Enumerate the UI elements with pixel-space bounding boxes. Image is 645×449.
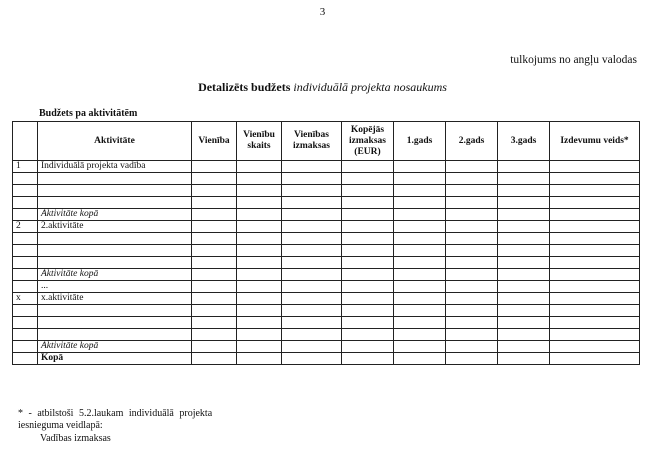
empty-cell bbox=[446, 281, 498, 293]
empty-cell bbox=[446, 341, 498, 353]
activity-label bbox=[38, 233, 192, 245]
column-header-3: Vienību skaits bbox=[237, 122, 282, 161]
empty-cell bbox=[192, 269, 237, 281]
column-header-2: Vienība bbox=[192, 122, 237, 161]
empty-cell bbox=[342, 317, 394, 329]
empty-cell bbox=[237, 329, 282, 341]
empty-cell bbox=[446, 173, 498, 185]
footnote-line-1: * - atbilstoši 5.2.laukam individuālā projekta bbox=[18, 408, 213, 419]
column-header-5: Kopējās izmaksas (EUR) bbox=[342, 122, 394, 161]
empty-cell bbox=[394, 341, 446, 353]
empty-cell bbox=[550, 173, 640, 185]
empty-cell bbox=[446, 353, 498, 365]
empty-cell bbox=[498, 293, 550, 305]
empty-cell bbox=[282, 269, 342, 281]
table-row bbox=[13, 281, 640, 293]
empty-cell bbox=[550, 341, 640, 353]
activity-label bbox=[38, 245, 192, 257]
empty-cell bbox=[192, 161, 237, 173]
empty-cell bbox=[237, 245, 282, 257]
empty-cell bbox=[237, 197, 282, 209]
empty-cell bbox=[282, 293, 342, 305]
empty-cell bbox=[192, 185, 237, 197]
empty-cell bbox=[342, 185, 394, 197]
empty-cell bbox=[237, 185, 282, 197]
empty-cell bbox=[498, 281, 550, 293]
empty-cell bbox=[498, 305, 550, 317]
empty-cell bbox=[394, 353, 446, 365]
activity-label: Aktivitāte kopā bbox=[38, 209, 192, 221]
column-header-7: 2.gads bbox=[446, 122, 498, 161]
activity-label bbox=[38, 305, 192, 317]
row-number bbox=[13, 257, 38, 269]
activity-label bbox=[38, 185, 192, 197]
footnote-line-3: Vadības izmaksas bbox=[40, 433, 111, 444]
empty-cell bbox=[394, 173, 446, 185]
empty-cell bbox=[394, 281, 446, 293]
empty-cell bbox=[446, 209, 498, 221]
empty-cell bbox=[550, 329, 640, 341]
empty-cell bbox=[282, 197, 342, 209]
empty-cell bbox=[237, 317, 282, 329]
empty-cell bbox=[282, 341, 342, 353]
empty-cell bbox=[237, 173, 282, 185]
empty-cell bbox=[237, 353, 282, 365]
empty-cell bbox=[446, 161, 498, 173]
empty-cell bbox=[192, 353, 237, 365]
table-row bbox=[13, 257, 640, 269]
table-row bbox=[13, 233, 640, 245]
activity-label bbox=[38, 317, 192, 329]
empty-cell bbox=[498, 197, 550, 209]
empty-cell bbox=[446, 293, 498, 305]
empty-cell bbox=[446, 233, 498, 245]
empty-cell bbox=[192, 281, 237, 293]
table-row bbox=[13, 221, 640, 233]
empty-cell bbox=[446, 221, 498, 233]
empty-cell bbox=[394, 161, 446, 173]
empty-cell bbox=[192, 293, 237, 305]
empty-cell bbox=[550, 281, 640, 293]
empty-cell bbox=[550, 293, 640, 305]
empty-cell bbox=[192, 329, 237, 341]
row-number bbox=[13, 185, 38, 197]
empty-cell bbox=[282, 221, 342, 233]
table-row bbox=[13, 305, 640, 317]
empty-cell bbox=[237, 269, 282, 281]
table-row bbox=[13, 341, 640, 353]
empty-cell bbox=[498, 269, 550, 281]
row-number bbox=[13, 245, 38, 257]
empty-cell bbox=[394, 329, 446, 341]
empty-cell bbox=[394, 233, 446, 245]
empty-cell bbox=[237, 341, 282, 353]
empty-cell bbox=[192, 221, 237, 233]
activity-label: x.aktivitāte bbox=[38, 293, 192, 305]
empty-cell bbox=[282, 305, 342, 317]
empty-cell bbox=[550, 257, 640, 269]
empty-cell bbox=[282, 245, 342, 257]
row-number bbox=[13, 329, 38, 341]
table-row bbox=[13, 329, 640, 341]
activity-label: Kopā bbox=[38, 353, 192, 365]
table-row bbox=[13, 197, 640, 209]
empty-cell bbox=[192, 245, 237, 257]
row-number bbox=[13, 341, 38, 353]
activity-label bbox=[38, 329, 192, 341]
empty-cell bbox=[342, 329, 394, 341]
row-number: 1 bbox=[13, 161, 38, 173]
empty-cell bbox=[192, 173, 237, 185]
empty-cell bbox=[282, 257, 342, 269]
empty-cell bbox=[498, 257, 550, 269]
activity-label bbox=[38, 197, 192, 209]
empty-cell bbox=[394, 245, 446, 257]
empty-cell bbox=[192, 209, 237, 221]
row-number bbox=[13, 317, 38, 329]
title-italic: individuālā projekta nosaukums bbox=[293, 80, 447, 94]
empty-cell bbox=[282, 185, 342, 197]
empty-cell bbox=[342, 233, 394, 245]
table-header-row bbox=[13, 122, 640, 161]
activity-label: Aktivitāte kopā bbox=[38, 269, 192, 281]
empty-cell bbox=[498, 233, 550, 245]
empty-cell bbox=[237, 305, 282, 317]
column-header-9: Izdevumu veids* bbox=[550, 122, 640, 161]
empty-cell bbox=[342, 209, 394, 221]
empty-cell bbox=[192, 305, 237, 317]
table-row bbox=[13, 245, 640, 257]
empty-cell bbox=[342, 353, 394, 365]
empty-cell bbox=[342, 161, 394, 173]
empty-cell bbox=[342, 305, 394, 317]
empty-cell bbox=[498, 185, 550, 197]
empty-cell bbox=[498, 341, 550, 353]
empty-cell bbox=[394, 293, 446, 305]
empty-cell bbox=[394, 221, 446, 233]
column-header-6: 1.gads bbox=[394, 122, 446, 161]
column-header-1: Aktivitāte bbox=[38, 122, 192, 161]
empty-cell bbox=[550, 221, 640, 233]
empty-cell bbox=[550, 185, 640, 197]
empty-cell bbox=[446, 305, 498, 317]
empty-cell bbox=[342, 281, 394, 293]
translation-note: tulkojums no angļu valodas bbox=[510, 54, 637, 66]
empty-cell bbox=[342, 341, 394, 353]
column-header-8: 3.gads bbox=[498, 122, 550, 161]
empty-cell bbox=[394, 317, 446, 329]
empty-cell bbox=[342, 245, 394, 257]
column-header-0 bbox=[13, 122, 38, 161]
row-number bbox=[13, 209, 38, 221]
empty-cell bbox=[550, 269, 640, 281]
empty-cell bbox=[237, 161, 282, 173]
empty-cell bbox=[498, 329, 550, 341]
activity-label bbox=[38, 173, 192, 185]
empty-cell bbox=[342, 173, 394, 185]
page-number: 3 bbox=[319, 6, 326, 18]
title-bold: Detalizēts budžets bbox=[198, 80, 291, 94]
empty-cell bbox=[394, 269, 446, 281]
empty-cell bbox=[550, 197, 640, 209]
empty-cell bbox=[342, 293, 394, 305]
table-row bbox=[13, 353, 640, 365]
section-subtitle: Budžets pa aktivitātēm bbox=[39, 108, 138, 119]
row-number bbox=[13, 353, 38, 365]
row-number bbox=[13, 281, 38, 293]
empty-cell bbox=[394, 305, 446, 317]
table-row bbox=[13, 269, 640, 281]
empty-cell bbox=[446, 317, 498, 329]
empty-cell bbox=[342, 221, 394, 233]
empty-cell bbox=[282, 209, 342, 221]
table-row bbox=[13, 173, 640, 185]
empty-cell bbox=[192, 197, 237, 209]
empty-cell bbox=[550, 245, 640, 257]
activity-label: 2.aktivitāte bbox=[38, 221, 192, 233]
row-number bbox=[13, 305, 38, 317]
empty-cell bbox=[192, 233, 237, 245]
empty-cell bbox=[282, 329, 342, 341]
table-row bbox=[13, 209, 640, 221]
table-row bbox=[13, 161, 640, 173]
empty-cell bbox=[237, 293, 282, 305]
empty-cell bbox=[342, 269, 394, 281]
empty-cell bbox=[446, 245, 498, 257]
empty-cell bbox=[237, 233, 282, 245]
empty-cell bbox=[282, 233, 342, 245]
empty-cell bbox=[498, 317, 550, 329]
empty-cell bbox=[446, 329, 498, 341]
budget-table bbox=[12, 121, 640, 365]
column-header-4: Vienības izmaksas bbox=[282, 122, 342, 161]
empty-cell bbox=[498, 161, 550, 173]
row-number bbox=[13, 173, 38, 185]
empty-cell bbox=[282, 317, 342, 329]
empty-cell bbox=[192, 257, 237, 269]
empty-cell bbox=[394, 257, 446, 269]
empty-cell bbox=[282, 353, 342, 365]
table-row bbox=[13, 317, 640, 329]
activity-label: Individuālā projekta vadība bbox=[38, 161, 192, 173]
empty-cell bbox=[550, 317, 640, 329]
empty-cell bbox=[550, 233, 640, 245]
table-row bbox=[13, 185, 640, 197]
empty-cell bbox=[192, 317, 237, 329]
activity-label bbox=[38, 257, 192, 269]
empty-cell bbox=[550, 353, 640, 365]
empty-cell bbox=[446, 185, 498, 197]
empty-cell bbox=[282, 161, 342, 173]
row-number bbox=[13, 269, 38, 281]
empty-cell bbox=[498, 221, 550, 233]
empty-cell bbox=[446, 257, 498, 269]
empty-cell bbox=[192, 341, 237, 353]
empty-cell bbox=[498, 245, 550, 257]
empty-cell bbox=[237, 257, 282, 269]
empty-cell bbox=[237, 209, 282, 221]
table-row bbox=[13, 293, 640, 305]
empty-cell bbox=[498, 173, 550, 185]
empty-cell bbox=[394, 185, 446, 197]
empty-cell bbox=[282, 281, 342, 293]
empty-cell bbox=[342, 257, 394, 269]
empty-cell bbox=[550, 161, 640, 173]
activity-label: ... bbox=[38, 281, 192, 293]
empty-cell bbox=[394, 209, 446, 221]
empty-cell bbox=[394, 197, 446, 209]
empty-cell bbox=[550, 305, 640, 317]
empty-cell bbox=[237, 281, 282, 293]
empty-cell bbox=[550, 209, 640, 221]
row-number: 2 bbox=[13, 221, 38, 233]
empty-cell bbox=[498, 353, 550, 365]
empty-cell bbox=[282, 173, 342, 185]
empty-cell bbox=[237, 221, 282, 233]
empty-cell bbox=[446, 197, 498, 209]
row-number bbox=[13, 233, 38, 245]
document-title bbox=[0, 80, 645, 95]
row-number: x bbox=[13, 293, 38, 305]
empty-cell bbox=[446, 269, 498, 281]
empty-cell bbox=[342, 197, 394, 209]
empty-cell bbox=[498, 209, 550, 221]
row-number bbox=[13, 197, 38, 209]
activity-label: Aktivitāte kopā bbox=[38, 341, 192, 353]
footnote-line-2: iesnieguma veidlapā: bbox=[18, 420, 103, 431]
